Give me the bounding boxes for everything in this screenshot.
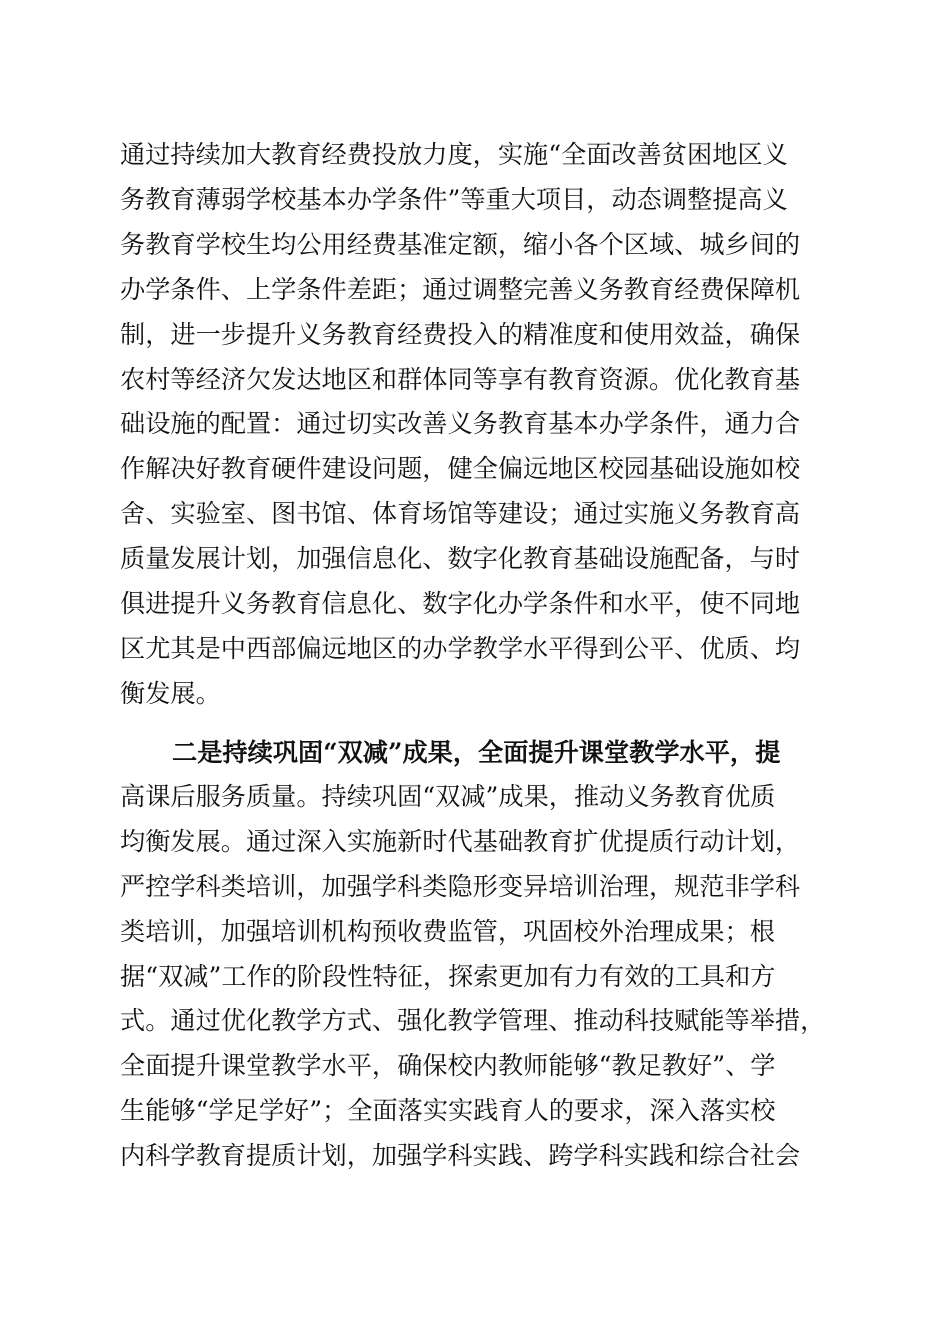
paragraph-1-line: 质量发展计划，加强信息化、数字化教育基础设施配备，与时 <box>120 544 801 574</box>
paragraph-1-line: 务教育薄弱学校基本办学条件”等重大项目，动态调整提高义 <box>120 184 788 214</box>
paragraph-2-line: 严控学科类培训，加强学科类隐形变异培训治理，规范非学科 <box>120 871 801 901</box>
paragraph-1-line: 衡发展。 <box>120 678 221 708</box>
paragraph-1-line: 办学条件、上学条件差距；通过调整完善义务教育经费保障机 <box>120 274 801 304</box>
paragraph-1-line: 通过持续加大教育经费投放力度，实施“全面改善贫困地区义 <box>120 140 788 169</box>
paragraph-1-line: 础设施的配置：通过切实改善义务教育基本办学条件，通力合 <box>120 409 801 439</box>
paragraph-2-line: 高课后服务质量。持续巩固“双减”成果，推动义务教育优质 <box>120 781 776 811</box>
paragraph-1-line: 舍、实验室、图书馆、体育场馆等建设；通过实施义务教育高 <box>120 499 801 529</box>
paragraph-1-line: 制，进一步提升义务教育经费投入的精准度和使用效益，确保 <box>120 319 801 349</box>
paragraph-1-line: 农村等经济欠发达地区和群体同等享有教育资源。优化教育基 <box>120 364 801 394</box>
paragraph-2-heading-line: 二是持续巩固“双减”成果，全面提升课堂教学水平，提 <box>172 737 781 767</box>
paragraph-2-line: 全面提升课堂教学水平，确保校内教师能够“教足教好”、学 <box>120 1051 776 1081</box>
paragraph-2-line: 内科学教育提质计划，加强学科实践、跨学科实践和综合社会 <box>120 1141 801 1171</box>
paragraph-1-line: 区尤其是中西部偏远地区的办学教学水平得到公平、优质、均 <box>120 633 801 663</box>
paragraph-1-line: 务教育学校生均公用经费基准定额，缩小各个区域、城乡间的 <box>120 229 801 259</box>
paragraph-2-line: 类培训，加强培训机构预收费监管，巩固校外治理成果；根 <box>120 916 775 946</box>
paragraph-2-line: 据“双减”工作的阶段性特征，探索更加有力有效的工具和方 <box>120 961 776 991</box>
paragraph-2-line: 均衡发展。通过深入实施新时代基础教育扩优提质行动计划， <box>120 826 801 856</box>
paragraph-2-line: 式。通过优化教学方式、强化教学管理、推动科技赋能等举措， <box>120 1006 826 1036</box>
paragraph-1-line: 俱进提升义务教育信息化、数字化办学条件和水平，使不同地 <box>120 589 801 618</box>
paragraph-2-line: 生能够“学足学好”；全面落实实践育人的要求，深入落实校 <box>120 1096 776 1126</box>
paragraph-1-line: 作解决好教育硬件建设问题，健全偏远地区校园基础设施如校 <box>120 454 801 484</box>
